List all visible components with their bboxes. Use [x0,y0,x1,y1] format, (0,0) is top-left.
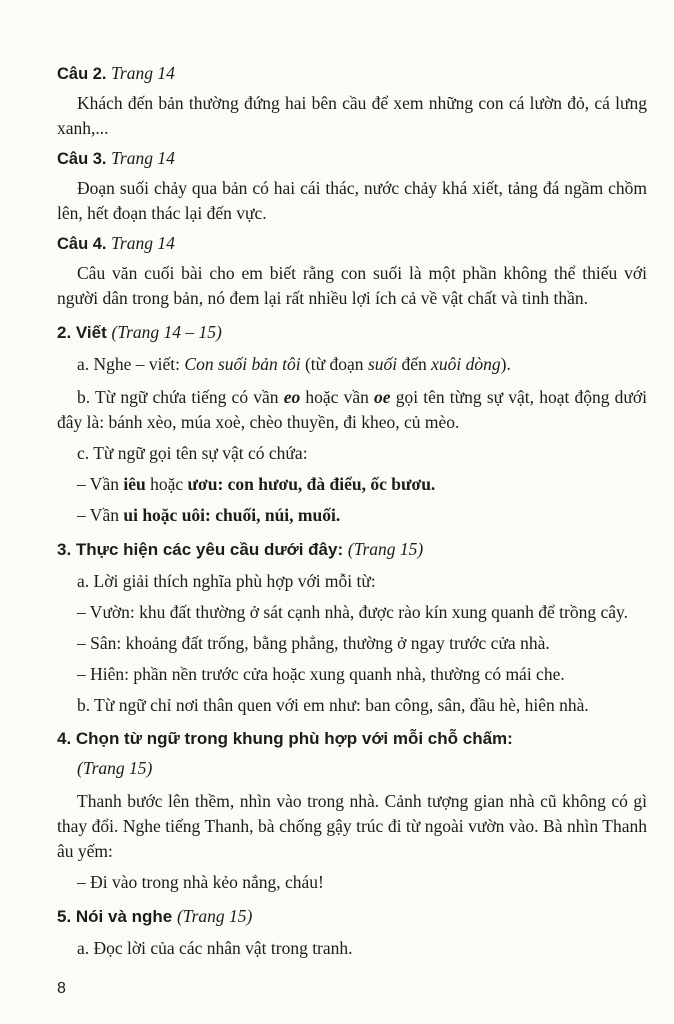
section-4-heading: 4. Chọn từ ngữ trong khung phù hợp với mỗi chỗ chấm: [57,729,513,748]
page-number: 8 [57,980,66,997]
section-4-page: (Trang 15) [77,758,153,778]
cau3-heading: Câu 3. Trang 14 [57,148,175,168]
sec3-a: a. Lời giải thích nghĩa phù hợp với mỗi từ: [77,571,376,591]
cau2-answer: Khách đến bản thường đứng hai bên cầu để xem những con cá lườn đỏ, cá lưng xanh,... [57,93,647,138]
viet-b: b. Từ ngữ chứa tiếng có vần eo hoặc vần oe gọi tên từng sự vật, hoạt động dưới đây là: bánh xèo, múa xoè, chèo thuyền, đi kheo, củ mèo. [57,387,648,432]
section-3-heading: 3. Thực hiện các yêu cầu dưới đây: (Trang 15) [57,539,424,559]
cau3-answer: Đoạn suối chảy qua bản có hai cái thác, nước chảy khá xiết, tảng đá ngầm chồm lên, hết đoạn thác lại đến vực. [57,178,647,223]
sec3-hien: – Hiên: phần nền trước cửa hoặc xung quanh nhà, thường có mái che. [77,664,565,684]
viet-a: a. Nghe – viết: Con suối bản tôi (từ đoạn suối đến xuôi dòng). [77,354,511,374]
sec5-a: a. Đọc lời của các nhân vật trong tranh. [77,938,353,958]
sec3-san: – Sân: khoảng đất trống, bằng phẳng, thường ở ngay trước cửa nhà. [77,633,550,653]
viet-c2: – Vần ui hoặc uôi: chuối, núi, muối. [77,505,341,525]
sec3-b: b. Từ ngữ chỉ nơi thân quen với em như: ban công, sân, đầu hè, hiên nhà. [77,695,589,715]
sec3-vuon: – Vườn: khu đất thường ở sát cạnh nhà, được rào kín xung quanh để trồng cây. [77,602,628,622]
section-5-heading: 5. Nói và nghe (Trang 15) [57,906,253,926]
sec4-quote: – Đi vào trong nhà kẻo nắng, cháu! [77,872,324,892]
cau2-heading: Câu 2. Trang 14 [57,63,175,83]
page-content [57,61,647,961]
section-2-heading: 2. Viết (Trang 14 – 15) [57,322,222,342]
viet-c1: – Vần iêu hoặc ươu: con hươu, đà điểu, ốc bươu. [77,474,436,494]
viet-c: c. Từ ngữ gọi tên sự vật có chứa: [77,443,308,463]
sec4-paragraph: Thanh bước lên thềm, nhìn vào trong nhà. Cảnh tượng gian nhà cũ không có gì thay đổi. Nghe tiếng Thanh, bà chống gậy trúc đi từ ngoài vườn vào. Bà nhìn Thanh âu yếm: [57,791,647,861]
cau4-answer: Câu văn cuối bài cho em biết rằng con suối là một phần không thể thiếu với người dân trong bản, nó đem lại rất nhiều lợi ích cả về vật chất và tinh thần. [57,263,647,308]
cau4-heading: Câu 4. Trang 14 [57,233,175,253]
